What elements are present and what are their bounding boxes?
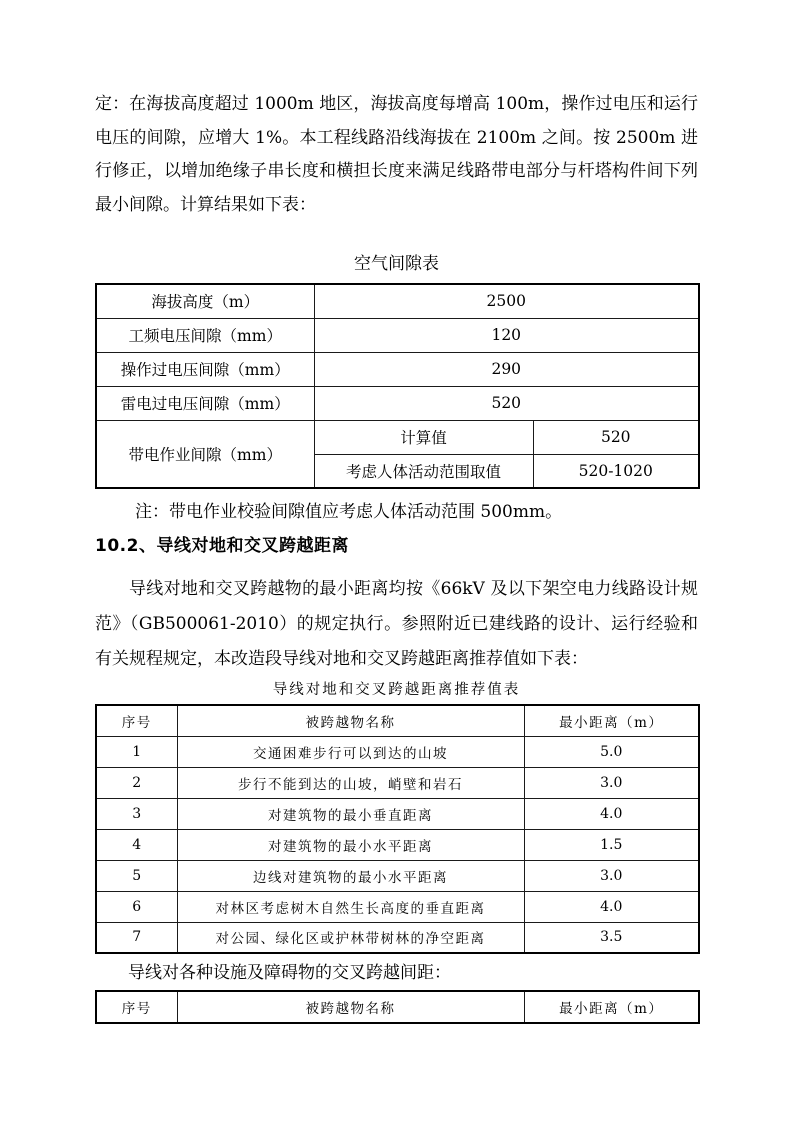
- row-name: 交通困难步行可以到达的山坡: [177, 736, 524, 767]
- header-no: 序号: [96, 991, 177, 1023]
- body-paragraph: 导线对地和交叉跨越物的最小距离均按《66kV 及以下架空电力线路设计规范》（GB500061-2010）的规定执行。参照附近已建线路的设计、运行经验和有关规程规定，本改造段导线对地和交叉跨越距离推荐值如下表：: [95, 579, 698, 669]
- row-no: 4: [96, 829, 177, 860]
- row-value: 290: [314, 352, 699, 386]
- row-no: 6: [96, 891, 177, 922]
- table-row: [96, 318, 699, 352]
- table-header-row: [96, 991, 699, 1023]
- row-no: 5: [96, 860, 177, 891]
- row-name: 对林区考虑树木自然生长高度的垂直距离: [177, 891, 524, 922]
- row-no: 2: [96, 767, 177, 798]
- table-row: [96, 891, 699, 922]
- header-distance: 最小距离（m）: [524, 991, 699, 1023]
- table-row: [96, 829, 699, 860]
- row-name: 对建筑物的最小垂直距离: [177, 798, 524, 829]
- header-name: 被跨越物名称: [177, 991, 524, 1023]
- table-row: [96, 386, 699, 420]
- row-label: 操作过电压间隙（mm）: [96, 352, 314, 386]
- recommend-table-title: 导线对地和交叉跨越距离推荐值表: [272, 682, 521, 698]
- note-text: 注：带电作业校验间隙值应考虑人体活动范围 500mm。: [135, 502, 563, 522]
- row-value: 4.0: [524, 891, 699, 922]
- section-heading: 10.2、导线对地和交叉跨越距离: [95, 536, 349, 556]
- live-work-label: 带电作业间隙（mm）: [96, 420, 314, 488]
- row-label: 雷电过电压间隙（mm）: [96, 386, 314, 420]
- row-value: 3.0: [524, 860, 699, 891]
- header-distance: 最小距离（m）: [524, 705, 699, 736]
- row-no: 1: [96, 736, 177, 767]
- crossing-table: [95, 990, 700, 1024]
- row-value: 520-1020: [533, 454, 699, 488]
- row-value: 5.0: [524, 736, 699, 767]
- row-label: 海拔高度（m）: [96, 284, 314, 318]
- row-value: 520: [533, 420, 699, 454]
- continuation-paragraph: 定：在海拔高度超过 1000m 地区，海拔高度每增高 100m，操作过电压和运行电压的间隙，应增大 1%。本工程线路沿线海拔在 2100m 之间。按 2500m 进行修正，以增加绝缘子串长度和横担长度来满足线路带电部分与杆塔构件间下列最小间隙。计算结果如下表：: [95, 94, 698, 215]
- table-row: [96, 284, 699, 318]
- header-name: 被跨越物名称: [177, 705, 524, 736]
- row-value: 1.5: [524, 829, 699, 860]
- table-row: [96, 798, 699, 829]
- crossing-caption: 导线对各种设施及障碍物的交叉跨越间距：: [128, 963, 451, 983]
- table-row: [96, 420, 699, 454]
- row-name: 步行不能到达的山坡，峭壁和岩石: [177, 767, 524, 798]
- row-name: 边线对建筑物的最小水平距离: [177, 860, 524, 891]
- header-no: 序号: [96, 705, 177, 736]
- row-label: 工频电压间隙（mm）: [96, 318, 314, 352]
- recommend-table: [95, 704, 700, 954]
- row-no: 7: [96, 922, 177, 953]
- table-row: [96, 736, 699, 767]
- document-content: [95, 88, 698, 1024]
- table-row: [96, 922, 699, 953]
- row-name: 对公园、绿化区或护林带树林的净空距离: [177, 922, 524, 953]
- air-gap-table-title: 空气间隙表: [354, 254, 439, 274]
- row-value: 520: [314, 386, 699, 420]
- row-value: 3.0: [524, 767, 699, 798]
- air-gap-table: [95, 283, 700, 489]
- row-name: 对建筑物的最小水平距离: [177, 829, 524, 860]
- table-header-row: [96, 705, 699, 736]
- row-no: 3: [96, 798, 177, 829]
- row-label: 计算值: [314, 420, 533, 454]
- table-row: [96, 352, 699, 386]
- row-value: 120: [314, 318, 699, 352]
- row-label: 考虑人体活动范围取值: [314, 454, 533, 488]
- table-row: [96, 767, 699, 798]
- row-value: 4.0: [524, 798, 699, 829]
- row-value: 2500: [314, 284, 699, 318]
- row-value: 3.5: [524, 922, 699, 953]
- table-row: [96, 860, 699, 891]
